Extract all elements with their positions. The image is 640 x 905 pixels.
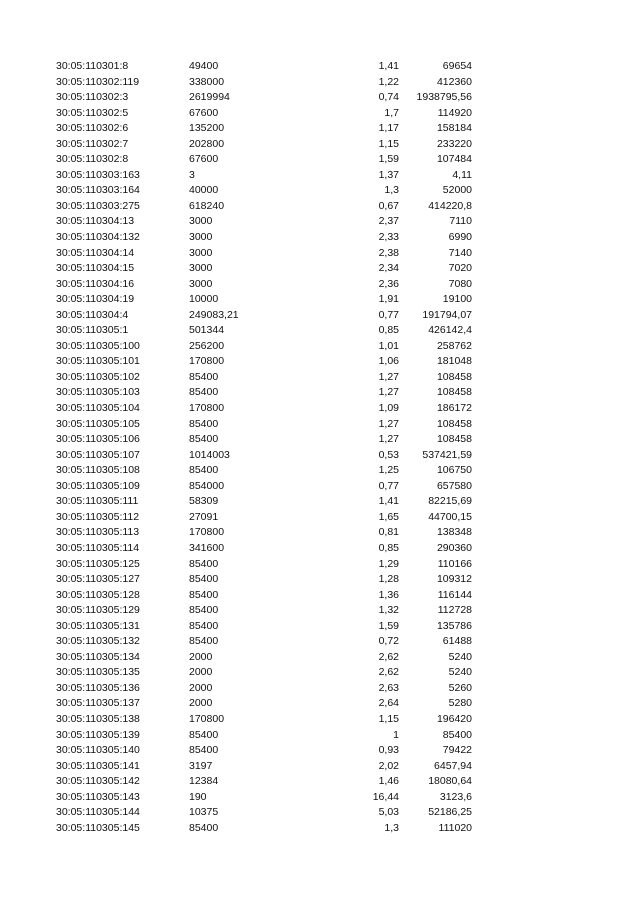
coefficient-cell: 1,59 — [378, 619, 399, 632]
cadastral-number-cell: 30:05:110304:16 — [56, 277, 135, 290]
area-cell: 618240 — [189, 199, 225, 212]
coefficient-cell: 2,62 — [378, 650, 399, 663]
coefficient-cell: 5,03 — [378, 806, 399, 819]
coefficient-cell: 2,37 — [378, 215, 399, 228]
table-row — [0, 292, 640, 308]
table-row — [0, 696, 640, 712]
cadastral-number-cell: 30:05:110305:145 — [56, 821, 140, 834]
table-row — [0, 432, 640, 448]
table-row — [0, 634, 640, 650]
cadastral-number-cell: 30:05:110305:144 — [56, 806, 140, 819]
area-cell: 58309 — [189, 495, 219, 508]
value-cell: 112728 — [437, 604, 472, 617]
coefficient-cell: 1,27 — [378, 433, 399, 446]
area-cell: 190 — [189, 790, 207, 803]
value-cell: 138348 — [436, 526, 472, 539]
cadastral-number-cell: 30:05:110305:140 — [56, 744, 140, 757]
coefficient-cell: 2,62 — [378, 666, 399, 679]
cadastral-number-cell: 30:05:110305:129 — [56, 604, 140, 617]
table-row — [0, 494, 640, 510]
table-row — [0, 214, 640, 230]
value-cell: 426142,4 — [428, 324, 472, 337]
value-cell: 412360 — [436, 75, 472, 88]
table-row — [0, 479, 640, 495]
cadastral-number-cell: 30:05:110305:134 — [56, 650, 140, 663]
value-cell: 537421,59 — [422, 448, 472, 461]
value-cell: 79422 — [442, 744, 472, 757]
cadastral-number-cell: 30:05:110304:13 — [56, 215, 135, 228]
coefficient-cell: 0,93 — [378, 744, 399, 757]
cadastral-number-cell: 30:05:110305:108 — [56, 464, 140, 477]
area-cell: 85400 — [189, 619, 219, 632]
value-cell: 19100 — [442, 293, 472, 306]
area-cell: 67600 — [189, 153, 219, 166]
coefficient-cell: 2,33 — [378, 231, 399, 244]
table-row — [0, 168, 640, 184]
area-cell: 49400 — [189, 60, 219, 72]
cadastral-number-cell: 30:05:110305:114 — [56, 541, 140, 554]
area-cell: 3 — [189, 168, 195, 181]
cadastral-number-cell: 30:05:110303:164 — [56, 184, 140, 197]
area-cell: 27091 — [189, 510, 219, 523]
cadastral-number-cell: 30:05:110305:141 — [56, 759, 140, 772]
coefficient-cell: 0,77 — [378, 308, 399, 321]
cadastral-number-cell: 30:05:110305:102 — [56, 370, 140, 383]
value-cell: 6457,94 — [434, 759, 472, 772]
value-cell: 191794,07 — [422, 308, 472, 321]
coefficient-cell: 1,17 — [378, 122, 399, 135]
coefficient-cell: 0,74 — [378, 91, 399, 104]
table-row — [0, 261, 640, 277]
table-row — [0, 308, 640, 324]
area-cell: 135200 — [189, 122, 225, 135]
value-cell: 258762 — [436, 339, 472, 352]
area-cell: 85400 — [189, 728, 219, 741]
coefficient-cell: 1,65 — [378, 510, 399, 523]
cadastral-number-cell: 30:05:110305:1 — [56, 324, 129, 337]
value-cell: 5240 — [448, 650, 472, 663]
table-row — [0, 401, 640, 417]
value-cell: 233220 — [436, 137, 472, 150]
cadastral-number-cell: 30:05:110305:131 — [56, 619, 140, 632]
cadastral-number-cell: 30:05:110305:135 — [56, 666, 140, 679]
area-cell: 85400 — [189, 370, 219, 383]
coefficient-cell: 1,06 — [378, 355, 399, 368]
area-cell: 85400 — [189, 417, 219, 430]
cadastral-number-cell: 30:05:110301:8 — [56, 60, 129, 72]
cadastral-number-cell: 30:05:110305:103 — [56, 386, 140, 399]
coefficient-cell: 1 — [393, 728, 399, 741]
coefficient-cell: 1,27 — [378, 386, 399, 399]
value-cell: 7140 — [448, 246, 472, 259]
cadastral-number-cell: 30:05:110305:111 — [56, 495, 139, 508]
coefficient-cell: 0,85 — [378, 541, 399, 554]
table-row — [0, 354, 640, 370]
cadastral-number-cell: 30:05:110305:128 — [56, 588, 140, 601]
coefficient-cell: 1,09 — [378, 402, 399, 415]
area-cell: 501344 — [189, 324, 225, 337]
table-row — [0, 728, 640, 744]
area-cell: 85400 — [189, 573, 219, 586]
coefficient-cell: 1,32 — [378, 604, 399, 617]
value-cell: 290360 — [436, 541, 472, 554]
coefficient-cell: 1,41 — [378, 60, 399, 72]
value-cell: 85400 — [442, 728, 472, 741]
area-cell: 10000 — [189, 293, 219, 306]
value-cell: 82215,69 — [428, 495, 472, 508]
coefficient-cell: 2,02 — [378, 759, 399, 772]
table-row — [0, 417, 640, 433]
coefficient-cell: 0,72 — [378, 635, 399, 648]
area-cell: 3197 — [189, 759, 213, 772]
coefficient-cell: 1,7 — [384, 106, 399, 119]
table-row — [0, 199, 640, 215]
table-row — [0, 790, 640, 806]
area-cell: 2000 — [189, 666, 213, 679]
coefficient-cell: 1,3 — [384, 184, 399, 197]
cadastral-number-cell: 30:05:110302:119 — [56, 75, 140, 88]
cadastral-number-cell: 30:05:110305:107 — [56, 448, 140, 461]
coefficient-cell: 1,37 — [378, 168, 399, 181]
table-row — [0, 572, 640, 588]
value-cell: 116144 — [437, 588, 472, 601]
table-row — [0, 230, 640, 246]
cadastral-number-cell: 30:05:110305:125 — [56, 557, 140, 570]
area-cell: 170800 — [189, 526, 225, 539]
table-row — [0, 821, 640, 837]
area-cell: 2000 — [189, 697, 213, 710]
cadastral-number-cell: 30:05:110302:6 — [56, 122, 129, 135]
table-row — [0, 75, 640, 91]
value-cell: 1938795,56 — [416, 91, 472, 104]
value-cell: 108458 — [436, 386, 472, 399]
cadastral-number-cell: 30:05:110305:143 — [56, 790, 140, 803]
cadastral-number-cell: 30:05:110305:105 — [56, 417, 140, 430]
area-cell: 3000 — [189, 231, 213, 244]
table-row — [0, 525, 640, 541]
area-cell: 2000 — [189, 681, 213, 694]
value-cell: 69654 — [442, 60, 472, 72]
area-cell: 170800 — [189, 402, 225, 415]
table-row — [0, 137, 640, 153]
table-row — [0, 681, 640, 697]
table-row — [0, 665, 640, 681]
value-cell: 5240 — [448, 666, 472, 679]
table-row — [0, 90, 640, 106]
data-table — [0, 59, 640, 836]
value-cell: 3123,6 — [439, 790, 472, 803]
area-cell: 249083,21 — [189, 308, 239, 321]
table-row — [0, 385, 640, 401]
coefficient-cell: 2,36 — [378, 277, 399, 290]
table-row — [0, 448, 640, 464]
coefficient-cell: 0,77 — [378, 479, 399, 492]
area-cell: 202800 — [189, 137, 225, 150]
cadastral-number-cell: 30:05:110302:8 — [56, 153, 129, 166]
coefficient-cell: 0,81 — [378, 526, 399, 539]
coefficient-cell: 1,25 — [378, 464, 399, 477]
area-cell: 10375 — [189, 806, 219, 819]
cadastral-number-cell: 30:05:110305:139 — [56, 728, 140, 741]
cadastral-number-cell: 30:05:110304:14 — [56, 246, 135, 259]
area-cell: 12384 — [189, 775, 219, 788]
table-row — [0, 588, 640, 604]
cadastral-number-cell: 30:05:110303:163 — [56, 168, 140, 181]
cadastral-number-cell: 30:05:110304:15 — [56, 262, 135, 275]
table-row — [0, 277, 640, 293]
coefficient-cell: 0,85 — [378, 324, 399, 337]
value-cell: 106750 — [436, 464, 472, 477]
area-cell: 85400 — [189, 821, 219, 834]
coefficient-cell: 1,27 — [378, 417, 399, 430]
table-row — [0, 339, 640, 355]
value-cell: 5280 — [448, 697, 472, 710]
value-cell: 110166 — [437, 557, 472, 570]
table-row — [0, 805, 640, 821]
value-cell: 114920 — [437, 106, 472, 119]
table-row — [0, 650, 640, 666]
cadastral-number-cell: 30:05:110305:142 — [56, 775, 140, 788]
cadastral-number-cell: 30:05:110305:137 — [56, 697, 140, 710]
area-cell: 170800 — [189, 712, 225, 725]
value-cell: 44700,15 — [428, 510, 472, 523]
table-row — [0, 121, 640, 137]
area-cell: 3000 — [189, 262, 213, 275]
value-cell: 4,11 — [452, 168, 472, 181]
value-cell: 135786 — [436, 619, 472, 632]
area-cell: 341600 — [189, 541, 225, 554]
area-cell: 256200 — [189, 339, 225, 352]
value-cell: 52000 — [442, 184, 472, 197]
coefficient-cell: 0,67 — [378, 199, 399, 212]
coefficient-cell: 1,22 — [378, 75, 399, 88]
cadastral-number-cell: 30:05:110302:3 — [56, 91, 129, 104]
area-cell: 1014003 — [189, 448, 230, 461]
coefficient-cell: 1,01 — [378, 339, 399, 352]
cadastral-number-cell: 30:05:110304:4 — [56, 308, 129, 321]
table-row — [0, 59, 640, 75]
table-row — [0, 541, 640, 557]
cadastral-number-cell: 30:05:110305:132 — [56, 635, 140, 648]
area-cell: 85400 — [189, 635, 219, 648]
value-cell: 6990 — [448, 231, 472, 244]
coefficient-cell: 2,63 — [378, 681, 399, 694]
cadastral-number-cell: 30:05:110305:112 — [56, 510, 140, 523]
area-cell: 85400 — [189, 744, 219, 757]
value-cell: 181048 — [436, 355, 472, 368]
value-cell: 7080 — [448, 277, 472, 290]
table-row — [0, 774, 640, 790]
area-cell: 2000 — [189, 650, 213, 663]
value-cell: 18080,64 — [428, 775, 472, 788]
area-cell: 85400 — [189, 433, 219, 446]
table-row — [0, 619, 640, 635]
cadastral-number-cell: 30:05:110304:19 — [56, 293, 135, 306]
cadastral-number-cell: 30:05:110305:100 — [56, 339, 140, 352]
value-cell: 109312 — [436, 573, 472, 586]
area-cell: 85400 — [189, 557, 219, 570]
value-cell: 111020 — [438, 821, 472, 834]
area-cell: 85400 — [189, 604, 219, 617]
cadastral-number-cell: 30:05:110302:5 — [56, 106, 129, 119]
value-cell: 5260 — [448, 681, 472, 694]
value-cell: 186172 — [436, 402, 472, 415]
coefficient-cell: 1,15 — [378, 137, 399, 150]
value-cell: 657580 — [436, 479, 472, 492]
coefficient-cell: 0,53 — [378, 448, 399, 461]
cadastral-number-cell: 30:05:110305:104 — [56, 402, 140, 415]
table-row — [0, 712, 640, 728]
value-cell: 108458 — [436, 370, 472, 383]
coefficient-cell: 1,59 — [378, 153, 399, 166]
cadastral-number-cell: 30:05:110303:275 — [56, 199, 140, 212]
cadastral-number-cell: 30:05:110305:113 — [56, 526, 140, 539]
area-cell: 338000 — [189, 75, 225, 88]
area-cell: 3000 — [189, 215, 213, 228]
area-cell: 85400 — [189, 386, 219, 399]
area-cell: 170800 — [189, 355, 225, 368]
coefficient-cell: 1,41 — [378, 495, 399, 508]
table-row — [0, 246, 640, 262]
coefficient-cell: 2,64 — [378, 697, 399, 710]
cadastral-number-cell: 30:05:110305:101 — [56, 355, 140, 368]
table-row — [0, 743, 640, 759]
coefficient-cell: 16,44 — [372, 790, 399, 803]
table-row — [0, 152, 640, 168]
coefficient-cell: 2,38 — [378, 246, 399, 259]
cadastral-number-cell: 30:05:110305:106 — [56, 433, 140, 446]
area-cell: 67600 — [189, 106, 219, 119]
cadastral-number-cell: 30:05:110305:136 — [56, 681, 140, 694]
value-cell: 414220,8 — [428, 199, 472, 212]
cadastral-number-cell: 30:05:110305:127 — [56, 573, 140, 586]
value-cell: 52186,25 — [428, 806, 472, 819]
coefficient-cell: 2,34 — [378, 262, 399, 275]
coefficient-cell: 1,28 — [378, 573, 399, 586]
table-row — [0, 370, 640, 386]
table-row — [0, 463, 640, 479]
table-row — [0, 759, 640, 775]
value-cell: 61488 — [442, 635, 472, 648]
table-row — [0, 510, 640, 526]
coefficient-cell: 1,3 — [384, 821, 399, 834]
cadastral-number-cell: 30:05:110305:109 — [56, 479, 140, 492]
value-cell: 7110 — [449, 215, 472, 228]
area-cell: 85400 — [189, 464, 219, 477]
area-cell: 2619994 — [189, 91, 230, 104]
value-cell: 108458 — [436, 417, 472, 430]
cadastral-number-cell: 30:05:110302:7 — [56, 137, 129, 150]
area-cell: 854000 — [189, 479, 225, 492]
value-cell: 196420 — [436, 712, 472, 725]
table-row — [0, 323, 640, 339]
area-cell: 3000 — [189, 246, 213, 259]
coefficient-cell: 1,15 — [378, 712, 399, 725]
value-cell: 108458 — [436, 433, 472, 446]
table-row — [0, 603, 640, 619]
value-cell: 7020 — [448, 262, 472, 275]
area-cell: 40000 — [189, 184, 219, 197]
value-cell: 107484 — [436, 153, 472, 166]
value-cell: 158184 — [436, 122, 472, 135]
table-row — [0, 106, 640, 122]
coefficient-cell: 1,46 — [378, 775, 399, 788]
coefficient-cell: 1,29 — [378, 557, 399, 570]
table-row — [0, 183, 640, 199]
coefficient-cell: 1,91 — [378, 293, 399, 306]
table-row — [0, 557, 640, 573]
area-cell: 3000 — [189, 277, 213, 290]
coefficient-cell: 1,27 — [378, 370, 399, 383]
cadastral-number-cell: 30:05:110305:138 — [56, 712, 140, 725]
cadastral-number-cell: 30:05:110304:132 — [56, 231, 140, 244]
coefficient-cell: 1,36 — [378, 588, 399, 601]
area-cell: 85400 — [189, 588, 219, 601]
